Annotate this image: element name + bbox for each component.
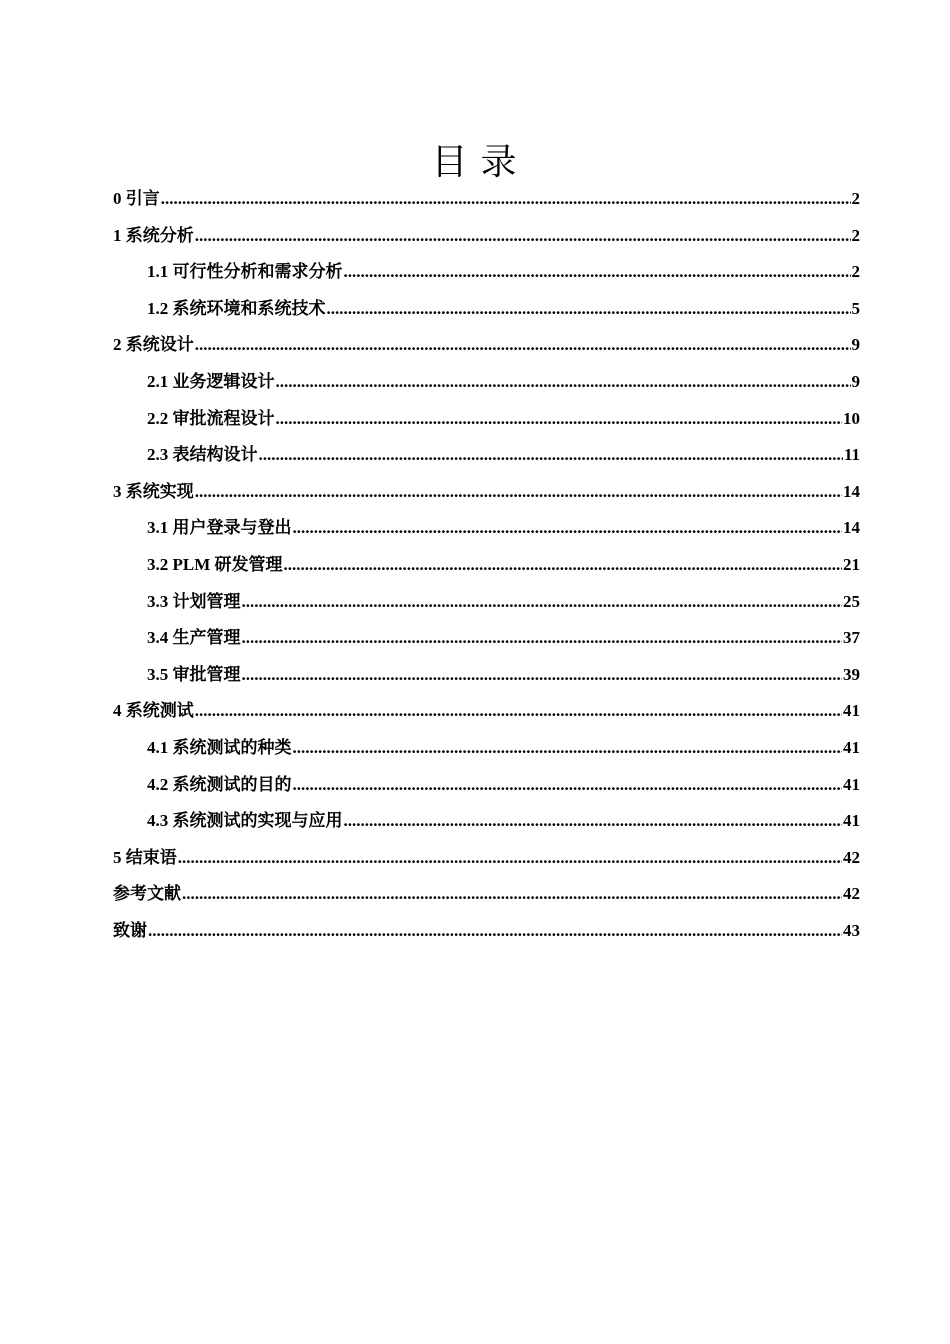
toc-page-number: 11 bbox=[843, 445, 860, 465]
toc-entry-label: 4 系统测试 bbox=[113, 701, 194, 721]
toc-page-number: 39 bbox=[843, 664, 860, 684]
toc-entry-label: 致谢 bbox=[113, 920, 147, 940]
toc-page-number: 2 bbox=[851, 225, 860, 245]
toc-page-number: 25 bbox=[843, 591, 860, 611]
toc-entry-3-2[interactable] bbox=[113, 547, 860, 584]
toc-entry-label: 参考文献 bbox=[113, 884, 181, 904]
dot-leader bbox=[259, 437, 843, 474]
toc-page-number: 9 bbox=[851, 335, 860, 355]
toc-entry-4-1[interactable] bbox=[113, 730, 860, 767]
dot-leader bbox=[242, 620, 843, 657]
dot-leader bbox=[182, 876, 842, 913]
toc-entry-2-2[interactable] bbox=[113, 401, 860, 438]
toc-page-number: 21 bbox=[843, 554, 860, 574]
toc-page-number: 14 bbox=[843, 518, 860, 538]
toc-entry-3-4[interactable] bbox=[113, 620, 860, 657]
page-title: 目 录 bbox=[431, 142, 519, 182]
toc-entry-2[interactable] bbox=[113, 327, 860, 364]
toc-page-number: 9 bbox=[851, 371, 860, 391]
dot-leader bbox=[242, 657, 843, 694]
dot-leader bbox=[327, 291, 851, 328]
toc-page-number: 41 bbox=[843, 774, 860, 794]
toc-entry-label: 0 引言 bbox=[113, 189, 160, 208]
toc-page-number: 10 bbox=[843, 408, 860, 428]
toc-entry-intro[interactable] bbox=[113, 181, 860, 218]
dot-leader bbox=[242, 584, 843, 621]
toc-entry-label: 3 系统实现 bbox=[113, 481, 194, 501]
toc-entry-label: 3.1 用户登录与登出 bbox=[147, 518, 292, 538]
toc-entry-2-1[interactable] bbox=[113, 364, 860, 401]
toc-entry-label: 3.3 计划管理 bbox=[147, 591, 241, 611]
table-of-contents bbox=[113, 181, 860, 949]
dot-leader bbox=[195, 327, 851, 364]
toc-entry-3-5[interactable] bbox=[113, 657, 860, 694]
toc-entry-3-3[interactable] bbox=[113, 584, 860, 621]
toc-entry-1[interactable] bbox=[113, 218, 860, 255]
toc-entry-label: 2.3 表结构设计 bbox=[147, 445, 258, 465]
toc-page-number: 42 bbox=[843, 884, 860, 904]
toc-entry-label: 4.2 系统测试的目的 bbox=[147, 774, 292, 794]
toc-page-number: 41 bbox=[843, 737, 860, 757]
toc-page-number: 37 bbox=[843, 628, 860, 648]
toc-entry-label: 2.2 审批流程设计 bbox=[147, 408, 275, 428]
toc-entry-4[interactable] bbox=[113, 693, 860, 730]
toc-entry-label: 3.4 生产管理 bbox=[147, 628, 241, 648]
dot-leader bbox=[276, 401, 843, 438]
dot-leader bbox=[293, 510, 843, 547]
dot-leader bbox=[284, 547, 842, 584]
toc-entry-acknowledgements[interactable] bbox=[113, 913, 860, 950]
toc-entry-5[interactable] bbox=[113, 840, 860, 877]
toc-entry-1-2[interactable] bbox=[113, 291, 860, 328]
toc-entry-label: 2 系统设计 bbox=[113, 335, 194, 355]
dot-leader bbox=[344, 254, 851, 291]
dot-leader bbox=[195, 218, 851, 255]
toc-entry-label: 3.2 PLM 研发管理 bbox=[147, 554, 283, 574]
dot-leader bbox=[148, 913, 842, 950]
dot-leader bbox=[293, 730, 843, 767]
dot-leader bbox=[293, 767, 843, 804]
toc-entry-label: 4.1 系统测试的种类 bbox=[147, 737, 292, 757]
toc-entry-label: 1.2 系统环境和系统技术 bbox=[147, 298, 326, 318]
dot-leader bbox=[161, 181, 851, 218]
toc-entry-label: 1 系统分析 bbox=[113, 225, 194, 245]
toc-entry-references[interactable] bbox=[113, 876, 860, 913]
toc-entry-3[interactable] bbox=[113, 474, 860, 511]
toc-entry-label: 1.1 可行性分析和需求分析 bbox=[147, 262, 343, 282]
dot-leader bbox=[178, 840, 842, 877]
toc-page-number: 2 bbox=[851, 262, 860, 282]
toc-page-number: 42 bbox=[843, 847, 860, 867]
toc-entry-label: 2.1 业务逻辑设计 bbox=[147, 371, 275, 391]
toc-page-number: 43 bbox=[843, 920, 860, 940]
dot-leader bbox=[195, 693, 842, 730]
toc-page-number: 14 bbox=[843, 481, 860, 501]
dot-leader bbox=[195, 474, 842, 511]
toc-entry-4-2[interactable] bbox=[113, 767, 860, 804]
toc-entry-label: 3.5 审批管理 bbox=[147, 664, 241, 684]
toc-entry-4-3[interactable] bbox=[113, 803, 860, 840]
toc-entry-label: 4.3 系统测试的实现与应用 bbox=[147, 811, 343, 831]
dot-leader bbox=[276, 364, 851, 401]
toc-entry-2-3[interactable] bbox=[113, 437, 860, 474]
toc-page-number: 41 bbox=[843, 811, 860, 831]
toc-entry-label: 5 结束语 bbox=[113, 847, 177, 867]
dot-leader bbox=[344, 803, 843, 840]
toc-entry-3-1[interactable] bbox=[113, 510, 860, 547]
toc-page-number: 5 bbox=[851, 298, 860, 318]
toc-page-number: 2 bbox=[851, 189, 860, 208]
toc-page-number: 41 bbox=[843, 701, 860, 721]
toc-entry-1-1[interactable] bbox=[113, 254, 860, 291]
